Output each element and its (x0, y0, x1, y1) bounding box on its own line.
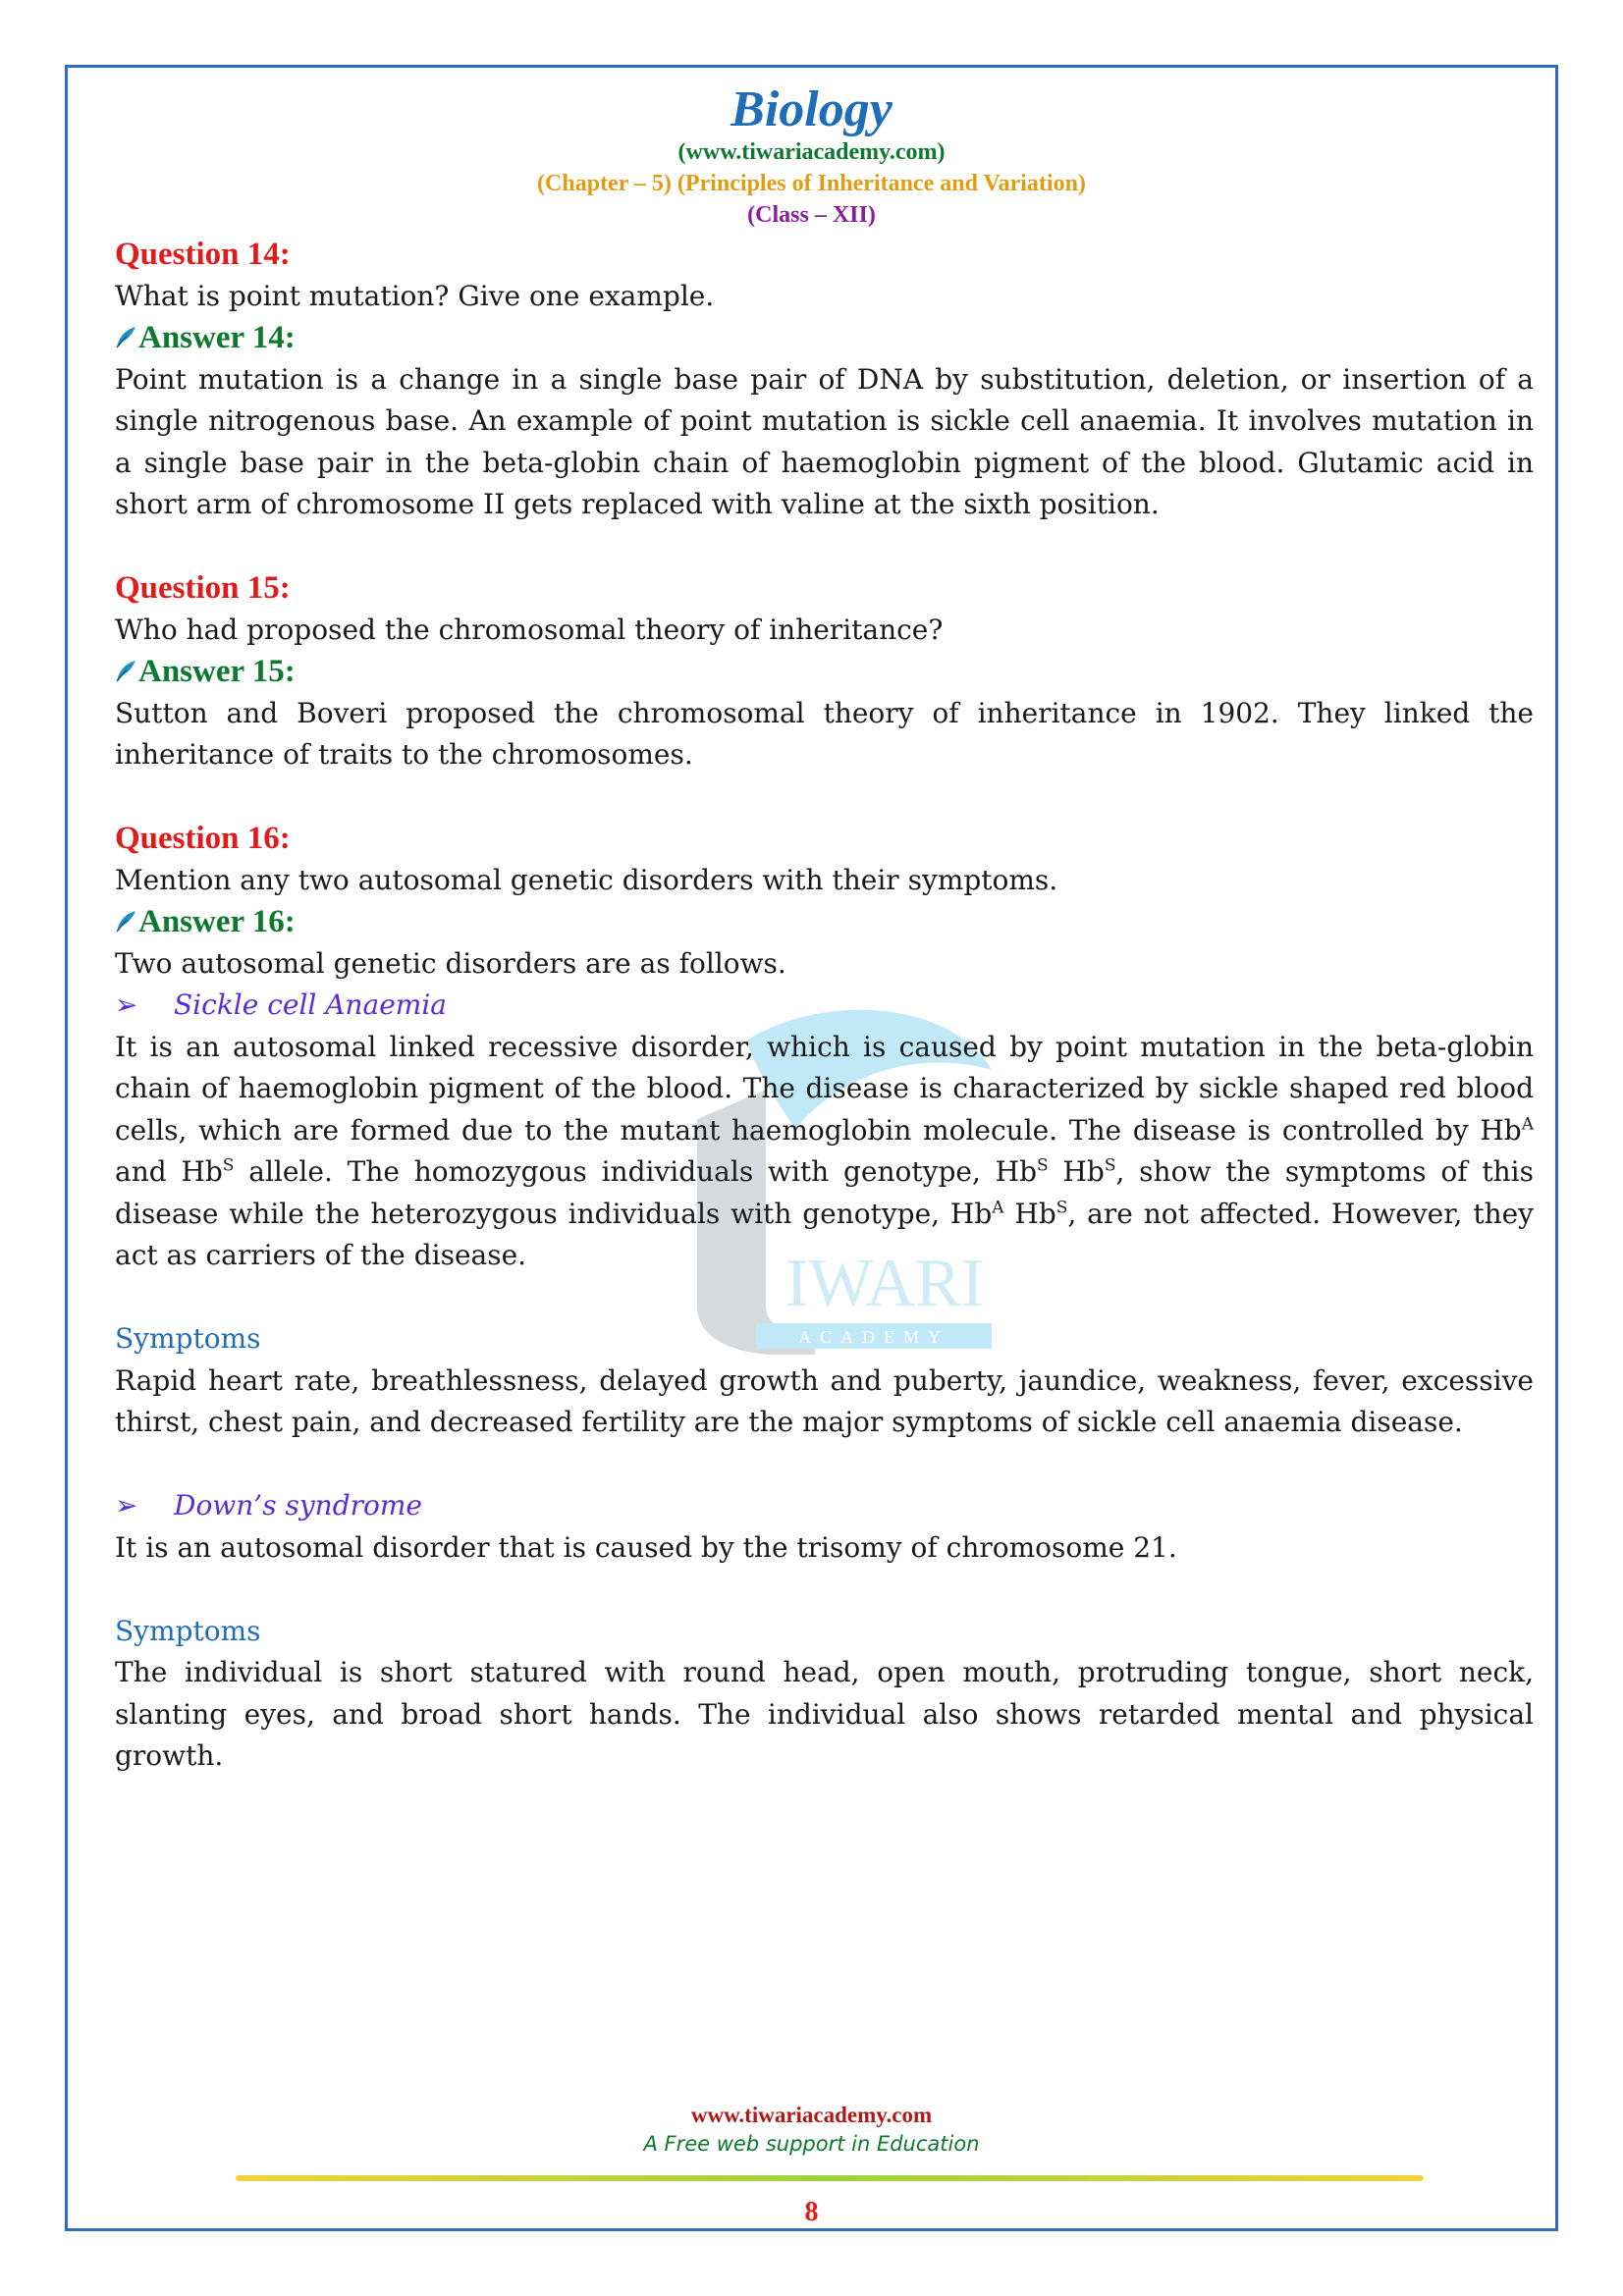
answer-15-heading (115, 651, 1534, 693)
disorder-2-symptoms-label: Symptoms (115, 1614, 261, 1647)
disorder-2-heading (115, 1485, 1534, 1527)
header-chapter: (Chapter – 5) (Principles of Inheritance and Variation) (537, 171, 1086, 196)
footer-divider (236, 2175, 1424, 2181)
page-number: 8 (804, 2197, 819, 2227)
question-15-text: Who had proposed the chromosomal theory of inheritance? (115, 613, 944, 646)
arrow-bullet-icon: ➢ (115, 988, 138, 1021)
disorder-2-name: Down’s syndrome (174, 1489, 422, 1522)
question-16-label: Question 16: (115, 821, 291, 856)
question-15-label: Question 15: (115, 570, 291, 606)
watermark-sub: ACADEMY (797, 1327, 950, 1347)
question-14-text: What is point mutation? Give one example. (115, 279, 715, 312)
footer-tagline: A Free web support in Education (643, 2132, 980, 2156)
page-content (115, 234, 1534, 1778)
disorder-1-name: Sickle cell Anaemia (174, 988, 447, 1021)
answer-15-label: Answer 15: (138, 654, 296, 689)
disorder-1-description: It is an autosomal linked recessive disorder, which is caused by point mutation in the beta-globin chain of haemoglobin pigment of the blood. The disease is characterized by sickle shaped red blood cells, which are formed due to the mutant haemoglobin molecule. The disease is controlled by $Hb^A$ and $Hb^S$ allele. The homozygous individuals with genotype, $Hb^S$ $Hb^S$, show the symptoms of this disease while the heterozygous individuals with genotype, $Hb^A$ $Hb^S$, are not affected. However, they act as carriers of the disease. (115, 1030, 1534, 1271)
arrow-bullet-icon: ➢ (115, 1489, 138, 1522)
question-16-text: Mention any two autosomal genetic disorders with their symptoms. (115, 863, 1058, 896)
quill-icon (115, 910, 136, 934)
footer-website: www.tiwariacademy.com (690, 2103, 933, 2127)
disorder-1-symptoms-label: Symptoms (115, 1322, 261, 1355)
answer-14-label: Answer 14: (138, 320, 296, 355)
disorder-1-heading (115, 985, 1534, 1027)
disorder-1-symptoms: Rapid heart rate, breathlessness, delayed growth and puberty, jaundice, weakness, fever, excessive thirst, chest pain, and decreased fertility are the major symptoms of sickle cell anaemia disease. (115, 1363, 1534, 1438)
quill-icon (115, 326, 136, 349)
header-website: (www.tiwariacademy.com) (677, 139, 946, 165)
page-title: Biology (730, 81, 893, 137)
answer-16-heading (115, 901, 1534, 943)
watermark-word: IWARI (785, 1246, 985, 1321)
question-14-label: Question 14: (115, 237, 291, 272)
disorder-2-description: It is an autosomal disorder that is caused by the trisomy of chromosome 21. (115, 1530, 1177, 1564)
answer-15-text: Sutton and Boveri proposed the chromosomal theory of inheritance in 1902. They linked the inheritance of traits to the chromosomes. (115, 696, 1534, 771)
header-class: (Class – XII) (747, 202, 876, 228)
answer-16-intro: Two autosomal genetic disorders are as follows. (115, 946, 786, 980)
disorder-2-symptoms: The individual is short statured with round head, open mouth, protruding tongue, short neck, slanting eyes, and broad short hands. The individual also shows retarded mental and physical growth. (115, 1656, 1534, 1772)
quill-icon (115, 660, 136, 683)
answer-14-heading (115, 317, 1534, 359)
answer-16-label: Answer 16: (138, 904, 296, 939)
answer-14-text: Point mutation is a change in a single base pair of DNA by substitution, deletion, or insertion of a single nitrogenous base. An example of point mutation is sickle cell anaemia. It involves mutation in a single base pair in the beta-globin chain of haemoglobin pigment of the blood. Glutamic acid in short arm of chromosome II gets replaced with valine at the sixth position. (115, 362, 1534, 520)
